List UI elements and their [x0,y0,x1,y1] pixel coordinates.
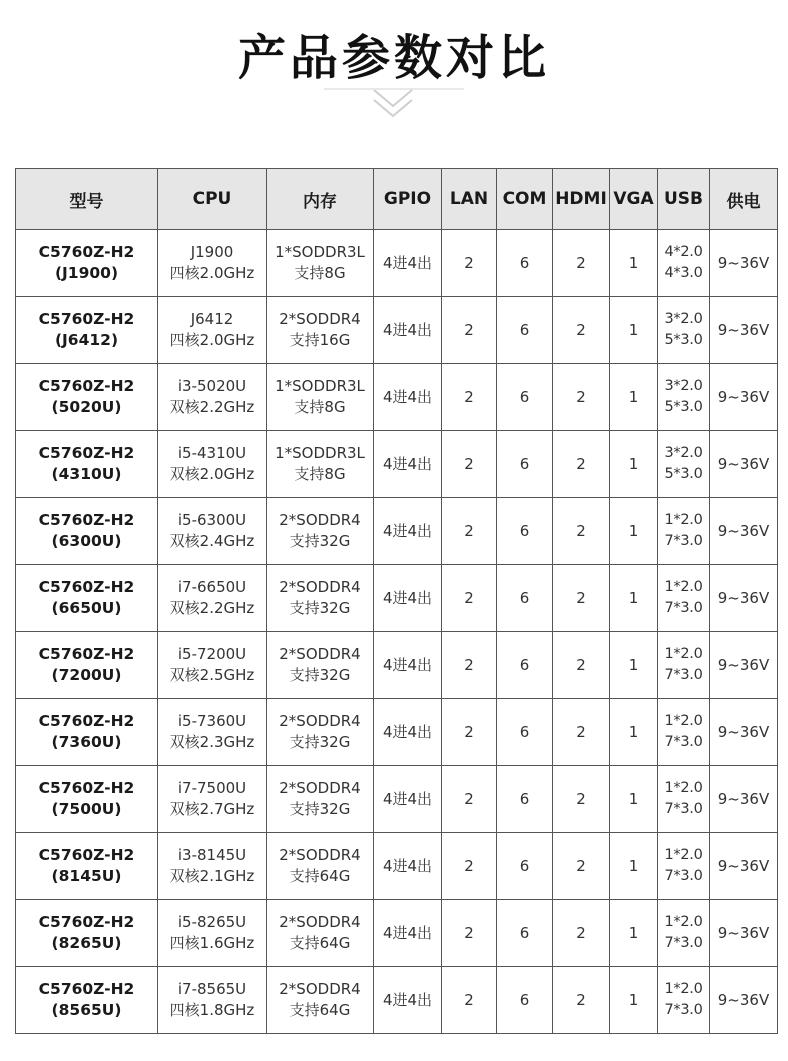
power-cell: 9~36V [710,230,778,297]
table-row [16,297,778,364]
usb-cell [658,230,710,297]
memory-cell [267,565,374,632]
memory-cell [267,498,374,565]
usb-line: 4*3.0 [664,265,703,281]
memory-line: 2*SODDR4 [279,913,361,931]
memory-cell [267,230,374,297]
header-gpio: GPIO [374,169,442,230]
hdmi-cell: 2 [553,632,610,699]
hdmi-cell: 2 [553,431,610,498]
memory-cell [267,699,374,766]
lan-cell: 2 [442,498,497,565]
cpu-line: 四核2.0GHz [169,264,255,282]
cpu-cell [158,766,267,833]
model-line: (8145U) [51,867,122,885]
hdmi-cell: 2 [553,364,610,431]
gpio-cell: 4进4出 [374,900,442,967]
page-title: 产品参数对比 [237,30,550,86]
usb-cell [658,967,710,1034]
usb-line: 5*3.0 [664,399,703,415]
memory-line: 支持32G [289,733,351,751]
header-power: 供电 [710,169,778,230]
vga-cell: 1 [610,632,658,699]
model-cell [16,297,158,364]
hdmi-cell: 2 [553,766,610,833]
table-row [16,900,778,967]
memory-line: 2*SODDR4 [279,712,361,730]
cpu-line: 双核2.4GHz [169,532,255,550]
usb-cell [658,498,710,565]
hdmi-cell: 2 [553,699,610,766]
hdmi-cell: 2 [553,297,610,364]
memory-line: 1*SODDR3L [275,444,365,462]
table-header-row [16,169,778,230]
model-cell [16,498,158,565]
model-cell [16,565,158,632]
cpu-cell [158,565,267,632]
com-cell: 6 [497,431,553,498]
hdmi-cell: 2 [553,565,610,632]
power-cell: 9~36V [710,632,778,699]
cpu-line: i5-6300U [177,511,247,529]
cpu-line: 四核1.8GHz [169,1001,255,1019]
power-cell: 9~36V [710,431,778,498]
usb-line: 7*3.0 [664,801,703,817]
cpu-line: 双核2.7GHz [169,800,255,818]
power-cell: 9~36V [710,967,778,1034]
memory-cell [267,900,374,967]
memory-line: 支持64G [289,1001,351,1019]
cpu-line: 双核2.0GHz [169,465,255,483]
cpu-line: 双核2.3GHz [169,733,255,751]
power-cell: 9~36V [710,498,778,565]
cpu-line: 双核2.2GHz [169,599,255,617]
usb-line: 7*3.0 [664,1002,703,1018]
usb-cell [658,900,710,967]
vga-cell: 1 [610,431,658,498]
lan-cell: 2 [442,967,497,1034]
com-cell: 6 [497,565,553,632]
header-usb: USB [658,169,710,230]
model-line: C5760Z-H2 [38,712,135,730]
com-cell: 6 [497,498,553,565]
vga-cell: 1 [610,230,658,297]
model-line: (5020U) [51,398,122,416]
model-line: C5760Z-H2 [38,846,135,864]
memory-cell [267,766,374,833]
usb-cell [658,632,710,699]
memory-line: 支持16G [289,331,351,349]
power-cell: 9~36V [710,699,778,766]
memory-line: 2*SODDR4 [279,511,361,529]
usb-line: 7*3.0 [664,533,703,549]
usb-line: 1*2.0 [664,512,703,528]
gpio-cell: 4进4出 [374,632,442,699]
table-row [16,498,778,565]
vga-cell: 1 [610,766,658,833]
cpu-line: J1900 [190,243,234,261]
lan-cell: 2 [442,565,497,632]
model-line: (6300U) [51,532,122,550]
cpu-line: i3-5020U [177,377,247,395]
usb-line: 7*3.0 [664,734,703,750]
memory-cell [267,297,374,364]
usb-line: 7*3.0 [664,935,703,951]
cpu-line: 双核2.2GHz [169,398,255,416]
cpu-cell [158,967,267,1034]
usb-line: 1*2.0 [664,713,703,729]
hdmi-cell: 2 [553,230,610,297]
usb-line: 7*3.0 [664,667,703,683]
usb-cell [658,431,710,498]
model-cell [16,230,158,297]
model-line: C5760Z-H2 [38,243,135,261]
hdmi-cell: 2 [553,900,610,967]
memory-line: 2*SODDR4 [279,310,361,328]
com-cell: 6 [497,900,553,967]
model-cell [16,632,158,699]
header-vga: VGA [610,169,658,230]
table-row [16,632,778,699]
cpu-cell [158,632,267,699]
double-chevron-down-icon [370,86,416,120]
com-cell: 6 [497,766,553,833]
table-body [16,230,778,1034]
model-line: (8265U) [51,934,122,952]
cpu-cell [158,431,267,498]
com-cell: 6 [497,297,553,364]
memory-cell [267,632,374,699]
header-lan: LAN [442,169,497,230]
header-hdmi: HDMI [553,169,610,230]
cpu-cell [158,297,267,364]
model-line: C5760Z-H2 [38,377,135,395]
cpu-cell [158,900,267,967]
gpio-cell: 4进4出 [374,699,442,766]
gpio-cell: 4进4出 [374,230,442,297]
memory-line: 支持8G [294,398,346,416]
cpu-cell [158,699,267,766]
memory-line: 2*SODDR4 [279,846,361,864]
com-cell: 6 [497,230,553,297]
cpu-line: i3-8145U [177,846,247,864]
cpu-line: i7-8565U [177,980,247,998]
power-cell: 9~36V [710,297,778,364]
model-line: (4310U) [51,465,122,483]
memory-line: 支持32G [289,532,351,550]
model-cell [16,833,158,900]
lan-cell: 2 [442,699,497,766]
model-line: C5760Z-H2 [38,511,135,529]
power-cell: 9~36V [710,766,778,833]
model-line: (8565U) [51,1001,122,1019]
cpu-line: i5-7200U [177,645,247,663]
lan-cell: 2 [442,833,497,900]
model-line: (6650U) [51,599,122,617]
table-row [16,766,778,833]
gpio-cell: 4进4出 [374,431,442,498]
model-line: C5760Z-H2 [38,645,135,663]
model-cell [16,699,158,766]
lan-cell: 2 [442,431,497,498]
gpio-cell: 4进4出 [374,967,442,1034]
usb-line: 5*3.0 [664,332,703,348]
usb-cell [658,565,710,632]
memory-cell [267,364,374,431]
model-line: (7500U) [51,800,122,818]
gpio-cell: 4进4出 [374,565,442,632]
lan-cell: 2 [442,297,497,364]
table-row [16,431,778,498]
usb-line: 7*3.0 [664,600,703,616]
table-row [16,230,778,297]
memory-line: 2*SODDR4 [279,980,361,998]
cpu-line: i7-7500U [177,779,247,797]
model-line: (7200U) [51,666,122,684]
title-section [0,0,788,130]
gpio-cell: 4进4出 [374,766,442,833]
memory-line: 支持64G [289,934,351,952]
power-cell: 9~36V [710,833,778,900]
cpu-cell [158,364,267,431]
model-line: C5760Z-H2 [38,578,135,596]
usb-line: 1*2.0 [664,847,703,863]
model-cell [16,364,158,431]
memory-cell [267,967,374,1034]
vga-cell: 1 [610,833,658,900]
com-cell: 6 [497,364,553,431]
cpu-line: 四核1.6GHz [169,934,255,952]
header-com: COM [497,169,553,230]
usb-line: 3*2.0 [664,445,703,461]
com-cell: 6 [497,833,553,900]
vga-cell: 1 [610,900,658,967]
cpu-line: J6412 [190,310,234,328]
model-line: C5760Z-H2 [38,913,135,931]
usb-line: 7*3.0 [664,868,703,884]
model-line: (J6412) [54,331,119,349]
memory-line: 支持32G [289,599,351,617]
gpio-cell: 4进4出 [374,498,442,565]
lan-cell: 2 [442,230,497,297]
lan-cell: 2 [442,766,497,833]
gpio-cell: 4进4出 [374,364,442,431]
usb-cell [658,699,710,766]
memory-line: 支持32G [289,666,351,684]
usb-line: 1*2.0 [664,646,703,662]
model-cell [16,766,158,833]
memory-line: 2*SODDR4 [279,779,361,797]
cpu-line: 双核2.1GHz [169,867,255,885]
cpu-line: 双核2.5GHz [169,666,255,684]
table-row [16,833,778,900]
power-cell: 9~36V [710,900,778,967]
usb-line: 1*2.0 [664,579,703,595]
model-cell [16,431,158,498]
table-row [16,565,778,632]
power-cell: 9~36V [710,364,778,431]
spec-comparison-table [15,168,778,1034]
model-line: (7360U) [51,733,122,751]
lan-cell: 2 [442,632,497,699]
hdmi-cell: 2 [553,967,610,1034]
power-cell: 9~36V [710,565,778,632]
gpio-cell: 4进4出 [374,833,442,900]
usb-cell [658,766,710,833]
usb-line: 1*2.0 [664,981,703,997]
com-cell: 6 [497,699,553,766]
cpu-line: i5-4310U [177,444,247,462]
table-row [16,699,778,766]
hdmi-cell: 2 [553,833,610,900]
hdmi-cell: 2 [553,498,610,565]
usb-line: 3*2.0 [664,378,703,394]
usb-cell [658,297,710,364]
vga-cell: 1 [610,297,658,364]
table-row [16,364,778,431]
usb-cell [658,364,710,431]
memory-line: 支持8G [294,465,346,483]
cpu-cell [158,833,267,900]
vga-cell: 1 [610,498,658,565]
model-line: (J1900) [54,264,119,282]
model-line: C5760Z-H2 [38,779,135,797]
memory-line: 1*SODDR3L [275,243,365,261]
memory-cell [267,833,374,900]
memory-line: 2*SODDR4 [279,645,361,663]
memory-line: 支持32G [289,800,351,818]
usb-line: 5*3.0 [664,466,703,482]
cpu-line: 四核2.0GHz [169,331,255,349]
lan-cell: 2 [442,900,497,967]
vga-cell: 1 [610,699,658,766]
memory-cell [267,431,374,498]
memory-line: 支持8G [294,264,346,282]
vga-cell: 1 [610,364,658,431]
cpu-cell [158,230,267,297]
cpu-cell [158,498,267,565]
model-cell [16,967,158,1034]
cpu-line: i7-6650U [177,578,247,596]
lan-cell: 2 [442,364,497,431]
gpio-cell: 4进4出 [374,297,442,364]
memory-line: 支持64G [289,867,351,885]
cpu-line: i5-7360U [177,712,247,730]
vga-cell: 1 [610,565,658,632]
table-row [16,967,778,1034]
usb-line: 1*2.0 [664,914,703,930]
header-memory: 内存 [267,169,374,230]
model-line: C5760Z-H2 [38,444,135,462]
cpu-line: i5-8265U [177,913,247,931]
model-cell [16,900,158,967]
model-line: C5760Z-H2 [38,980,135,998]
vga-cell: 1 [610,967,658,1034]
memory-line: 1*SODDR3L [275,377,365,395]
header-cpu: CPU [158,169,267,230]
model-line: C5760Z-H2 [38,310,135,328]
usb-cell [658,833,710,900]
com-cell: 6 [497,967,553,1034]
usb-line: 3*2.0 [664,311,703,327]
memory-line: 2*SODDR4 [279,578,361,596]
header-model: 型号 [16,169,158,230]
usb-line: 4*2.0 [664,244,703,260]
com-cell: 6 [497,632,553,699]
usb-line: 1*2.0 [664,780,703,796]
